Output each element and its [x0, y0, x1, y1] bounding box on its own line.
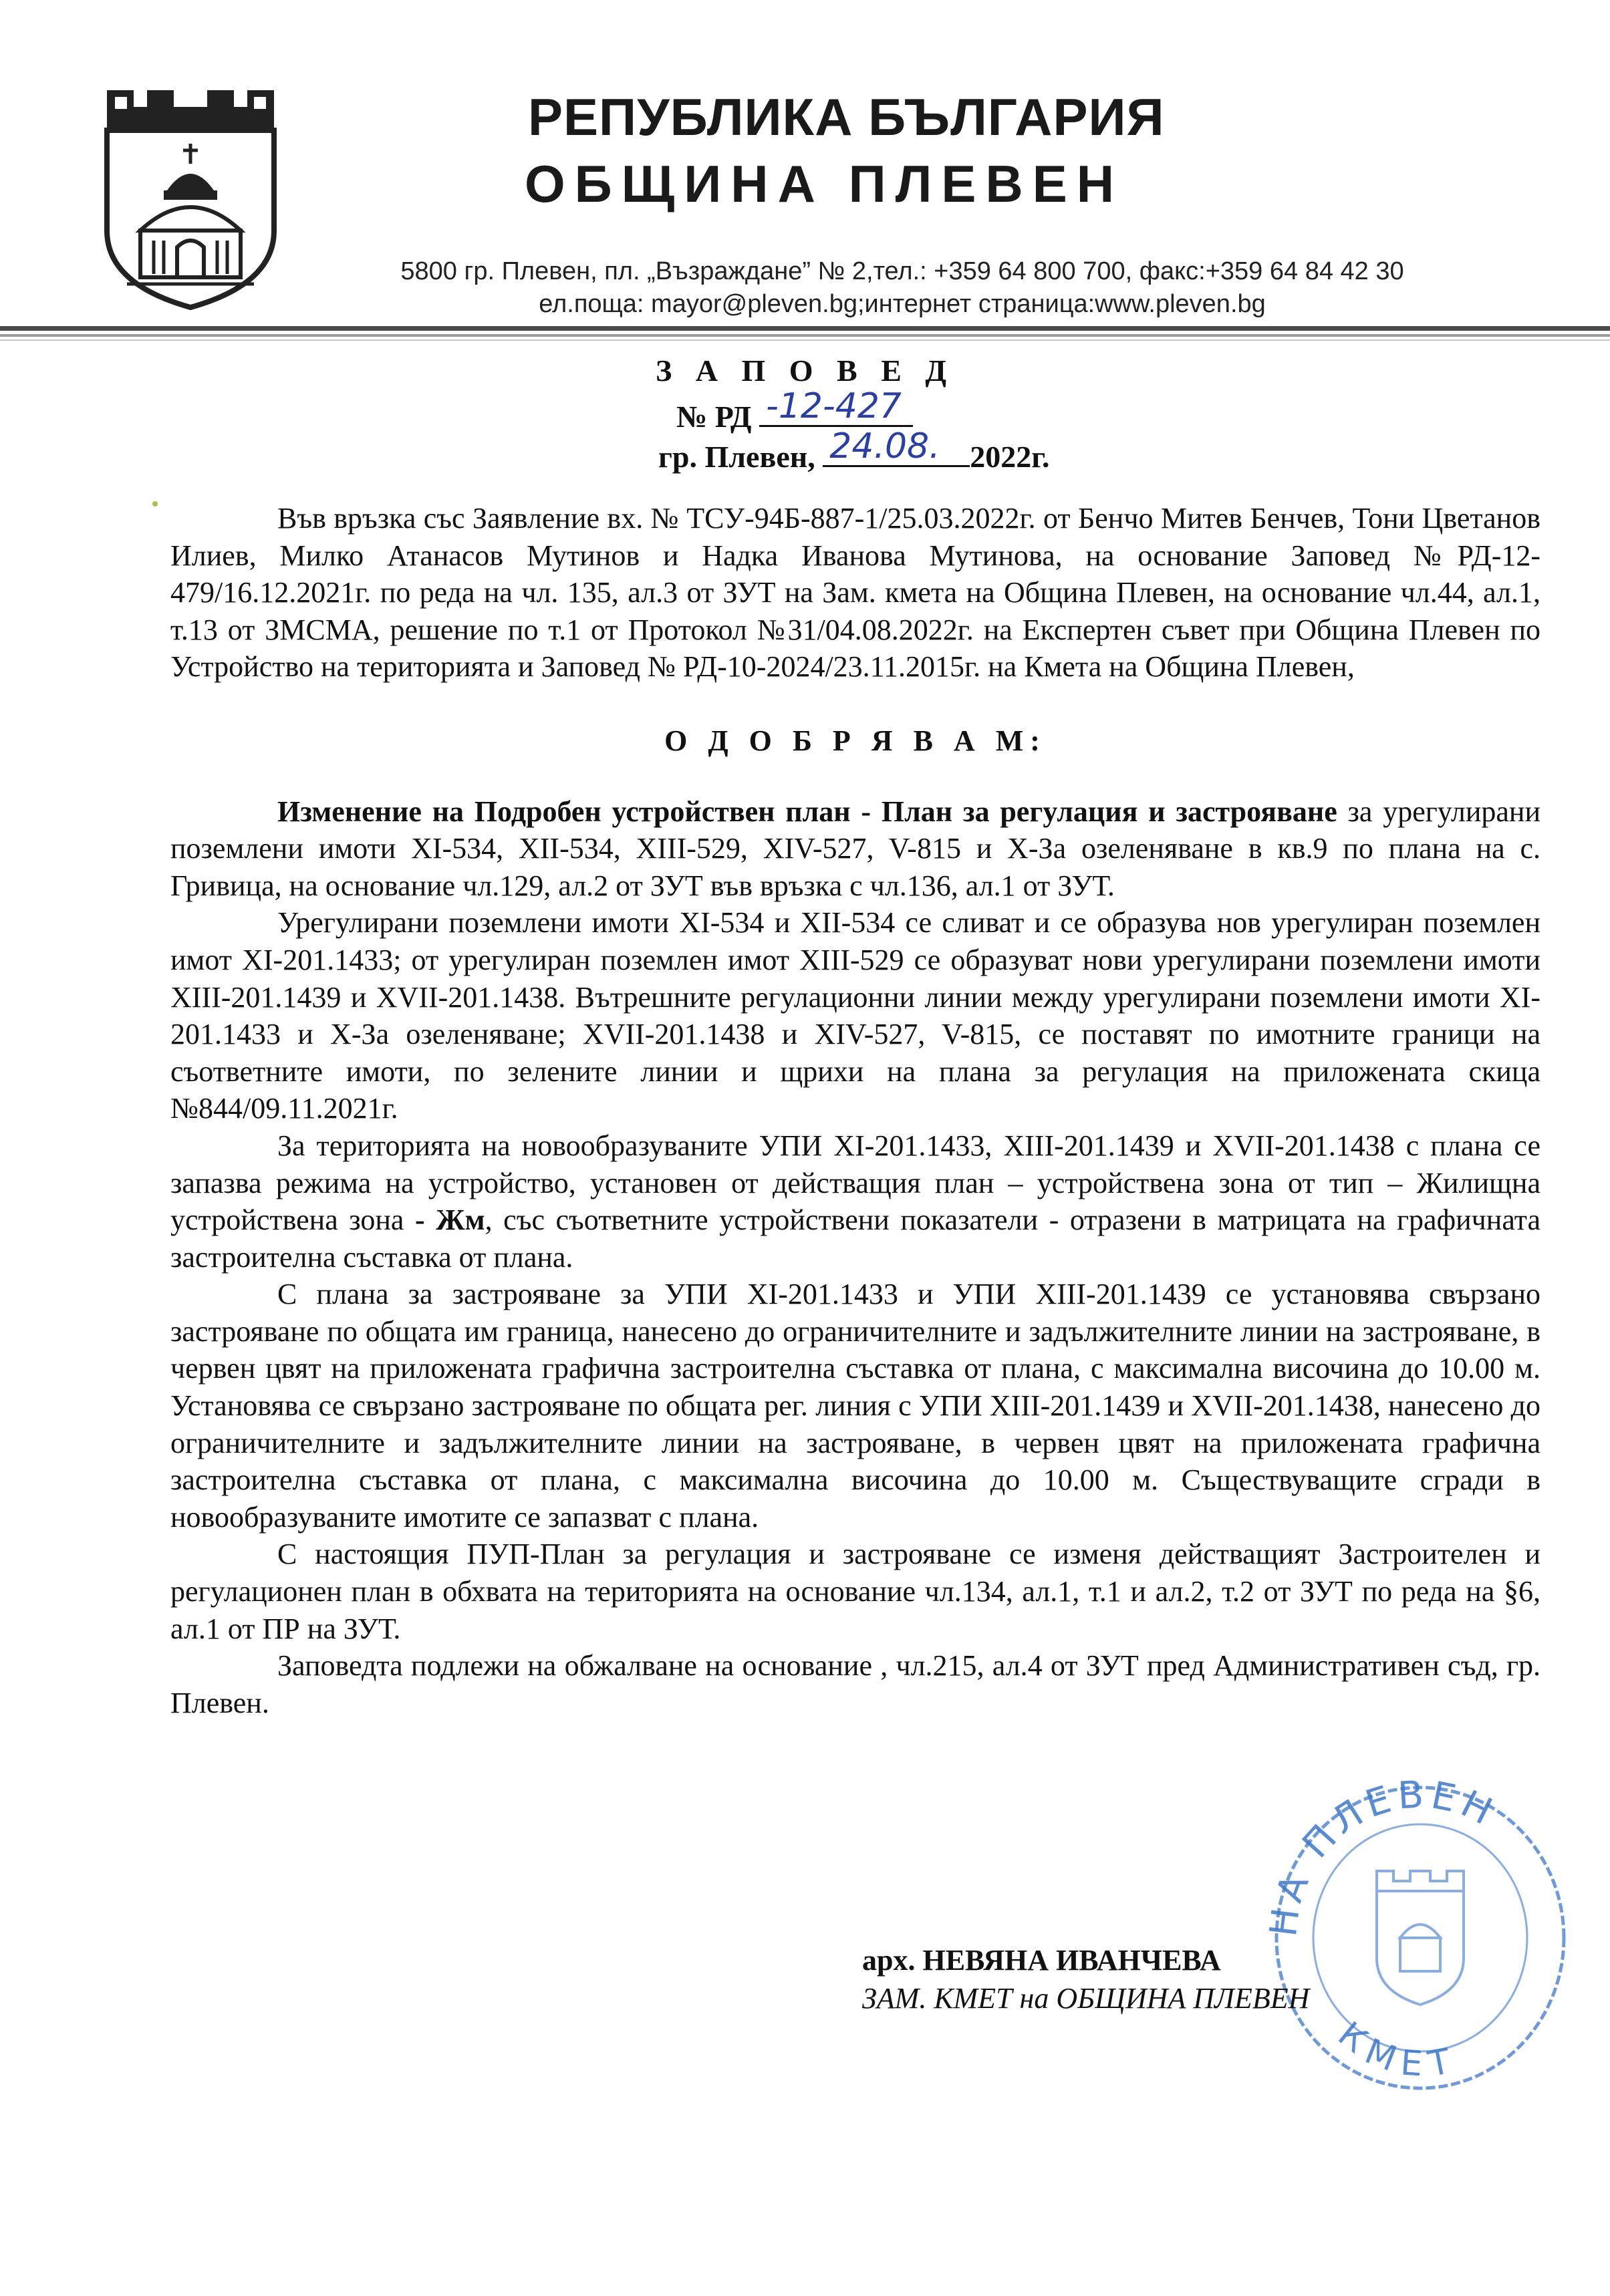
official-stamp — [1256, 1757, 1571, 2092]
svg-text:КМЕТ — [1331, 2014, 1463, 2085]
paragraph-3-a: За територията на новообразуваните УПИ XI-201.1433, XIII-201.1439 и XVII-201.1438 с плана се запазва режима на устройство, установен от действащия план – устройствена зона от тип – Жилищна устройствена зона — [170, 1129, 1540, 1237]
paragraph-2: Урегулирани поземлени имоти XI-534 и XII-534 се сливат и се образува нов урегулиран поземлен имот XI-201.1433; от урегулиран поземлен имот XIII-529 се образуват нови урегулирани поземлени имоти XIII-201.1439 и XVII-201.1438. Вътрешните регулационни линии между урегулирани поземлени имоти XI-201.1433 и X-За озеленяване; XVII-201.1438 и XIV-527, V-815, се поставят по имотните граници на съответните имоти, по зелените линии и щрихи на плана за регулация на приложената скица №844/09.11.2021г. — [170, 906, 1540, 1125]
order-number-blank — [759, 386, 913, 427]
paragraph-3 — [170, 1127, 1540, 1276]
order-number-prefix: № РД — [676, 400, 752, 434]
coat-of-arms-icon — [100, 84, 281, 311]
address-line: 5800 гр. Плевен, пл. „Възраждане” № 2,тел.: +359 64 800 700, факс:+359 64 84 42 30 — [400, 257, 1404, 285]
order-title: З А П О В Е Д — [655, 353, 955, 388]
paragraph-1 — [170, 793, 1540, 905]
paragraph-1-bold: Изменение на Подробен устройствен план - План за регулация и застрояване — [277, 795, 1337, 828]
paragraph-1-rest: за урегулирани поземлени имоти XI-534, XII-534, XIII-529, XIV-527, V-815 и X-За озеленяване в кв.9 по плана на с. Гривица, на основание чл.129, ал.2 от ЗУТ във връзка с чл.136, ал.1 от ЗУТ. — [170, 795, 1540, 902]
paragraph-5: С настоящия ПУП-План за регулация и застрояване се изменя действащият Застроителен и регулационен план в обхвата на територията на основание чл.134, ал.1, т.1 и ал.2, т.2 от ЗУТ по реда на §6, ал.1 от ПР на ЗУТ. — [170, 1538, 1540, 1645]
date-blank — [823, 426, 970, 467]
stamp-bottom-text: КМЕТ — [1330, 2014, 1463, 2086]
paragraph-3-b: , със съответните устройствени показатели - отразени в матрицата на графичната застроителна съставка от плана. — [170, 1203, 1541, 1274]
header-divider-2 — [0, 334, 1610, 337]
municipality-title: ОБЩИНА ПЛЕВЕН — [525, 154, 1124, 213]
order-place-date — [658, 426, 1050, 474]
paragraph-6: Заповедта подлежи на обжалване на основание , чл.215, ал.4 от ЗУТ пред Административен съд, гр. Плевен. — [170, 1649, 1540, 1719]
place-prefix: гр. Плевен, — [658, 440, 815, 474]
signer-title: ЗАМ. КМЕТ на ОБЩИНА ПЛЕВЕН — [862, 1982, 1310, 2015]
svg-text:НА ПЛЕВЕН — [1262, 1773, 1504, 1939]
letterhead — [0, 0, 1610, 347]
order-body — [170, 500, 1540, 1721]
green-mark — [152, 501, 158, 507]
intro-paragraph: Във връзка със Заявление вх. № ТСУ-94Б-887-1/25.03.2022г. от Бенчо Митев Бенчев, Тони Цветанов Илиев, Милко Атанасов Мутинов и Надка Иванова Мутинова, на основание Заповед №РД-12-479/16.12.2021г. по реда на чл. 135, ал.3 от ЗУТ на Зам. кмета на Община Плевен, на основание чл.44, ал.1, т.13 от ЗМСМА, решение по т.1 от Протокол №31/04.08.2022г. на Експертен съвет при Община Плевен по Устройство на територията и Заповед № РД-10-2024/23.11.2015г. на Кмета на Община Плевен, — [170, 502, 1540, 684]
stamp-top-text: НА ПЛЕВЕН — [1261, 1773, 1504, 1939]
handwritten-number: -12-427 — [766, 386, 902, 426]
approve-heading: О Д О Б Р Я В А М: — [664, 724, 1047, 757]
year-suffix: 2022г. — [970, 440, 1050, 474]
header-divider — [0, 326, 1610, 331]
contact-line: ел.поща: mayor@pleven.bg;интернет страница:www.pleven.bg — [539, 290, 1266, 318]
signer-name: арх. НЕВЯНА ИВАНЧЕВА — [862, 1944, 1221, 1977]
handwritten-date: 24.08. — [829, 426, 940, 466]
header-divider-3 — [0, 339, 1610, 341]
paragraph-4: С плана за застрояване за УПИ XI-201.1433 и УПИ XIII-201.1439 се установява свързано застрояване по общата им граница, нанесено до ограничителните и задължителните линии на застрояване, в червен цвят на приложената графична застроителна съставка от плана, с максимална височина до 10.00 м. Установява се свързано застрояване по общата рег. линия с УПИ XIII-201.1439 и XVII-201.1438, нанесено до ограничителните и задължителните линии на застрояване, в червен цвят на приложената графична застроителна съставка от плана, с максимална височина до 10.00 м. Съществуващите сгради в новообразуваните имотите се запазват с плана. — [170, 1278, 1540, 1534]
paragraph-3-bold: - Жм — [414, 1203, 485, 1237]
country-title: РЕПУБЛИКА БЪЛГАРИЯ — [528, 88, 1165, 146]
